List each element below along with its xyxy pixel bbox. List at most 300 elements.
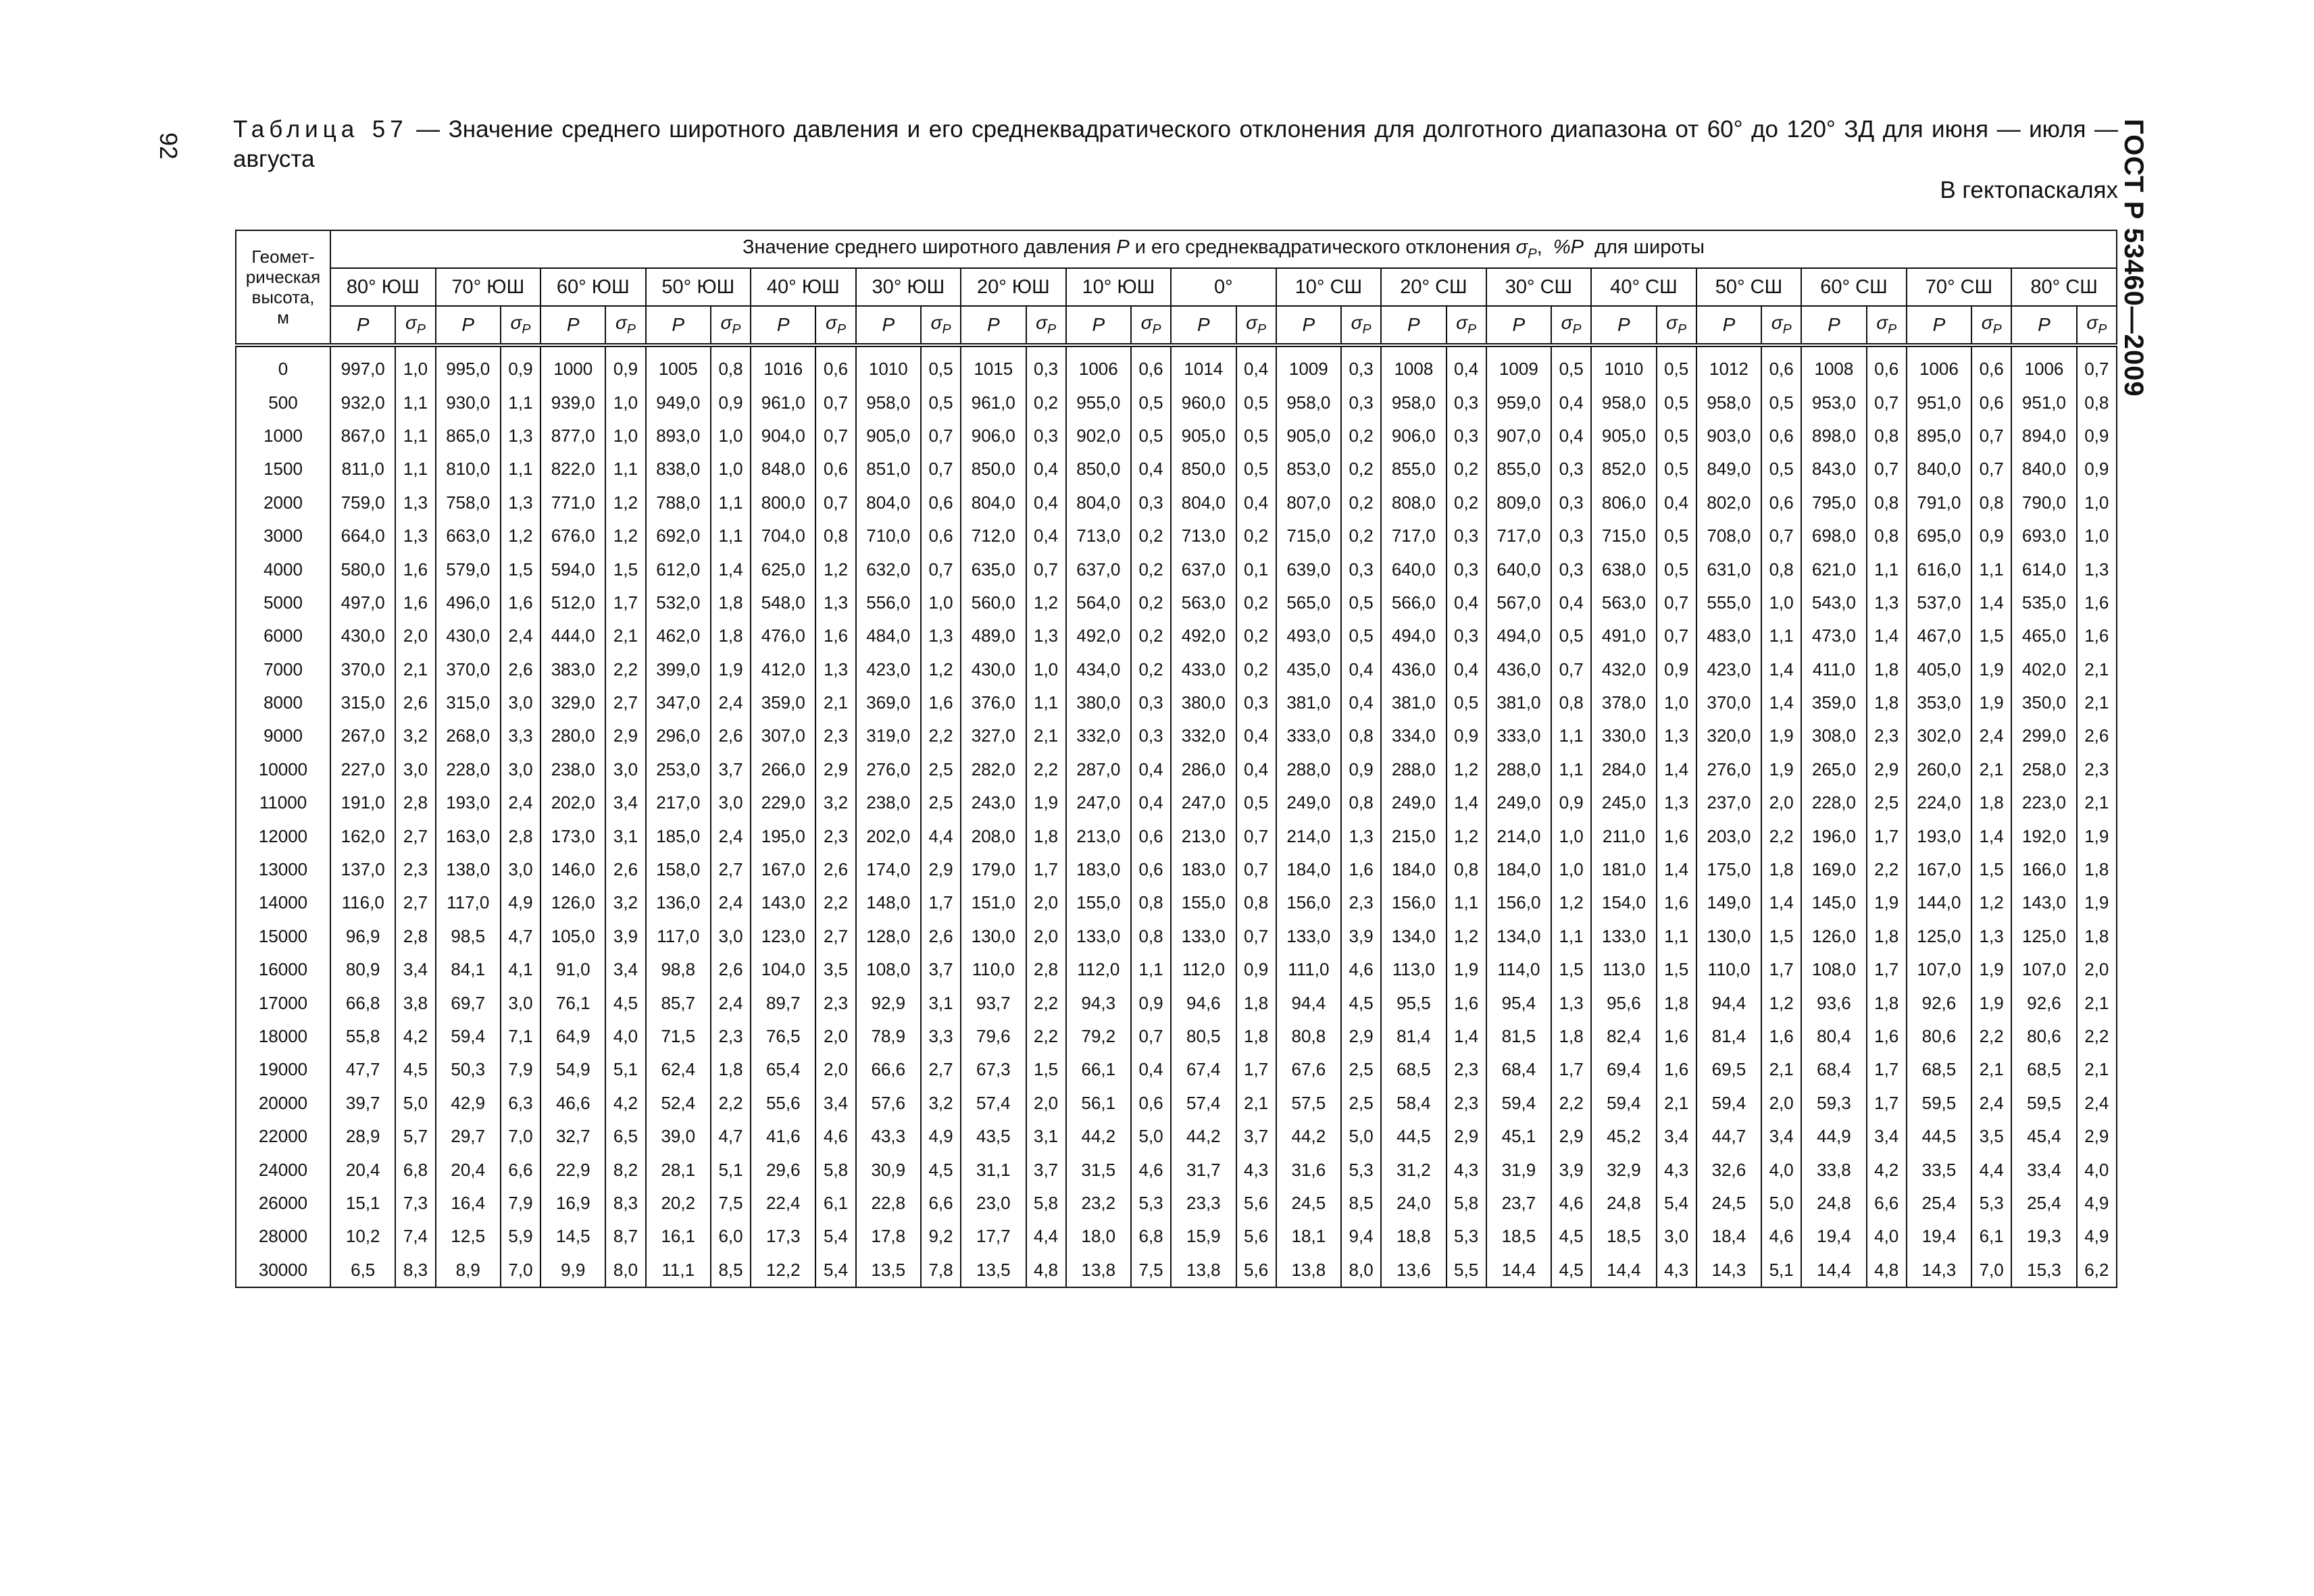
pressure-cell: 169,0 [1801, 853, 1866, 886]
pressure-cell: 692,0 [646, 519, 711, 552]
pressure-cell: 68,5 [1907, 1053, 1971, 1086]
pressure-cell: 14,3 [1907, 1254, 1971, 1287]
sigma-cell: 4,9 [2077, 1187, 2117, 1220]
pressure-cell: 512,0 [540, 586, 605, 619]
pressure-cell: 637,0 [1171, 552, 1236, 586]
sigma-cell: 1,9 [2077, 886, 2117, 919]
sigma-subheader: $\sigma_P$ [395, 306, 435, 345]
altitude-cell: 17000 [236, 986, 330, 1019]
sigma-cell: 1,8 [1867, 986, 1907, 1019]
sigma-cell: 0,8 [815, 519, 855, 552]
pressure-cell: 423,0 [1696, 653, 1761, 686]
sigma-cell: 1,8 [711, 1053, 751, 1086]
pressure-cell: 18,0 [1066, 1220, 1131, 1253]
pressure-cell: 253,0 [646, 753, 711, 786]
pressure-cell: 710,0 [856, 519, 921, 552]
sigma-cell: 4,4 [1971, 1153, 2011, 1186]
pressure-cell: 850,0 [1066, 453, 1131, 486]
pressure-cell: 116,0 [330, 886, 395, 919]
sigma-cell: 2,1 [605, 619, 645, 652]
sigma-cell: 2,1 [2077, 1053, 2117, 1086]
pressure-cell: 18,5 [1591, 1220, 1656, 1253]
sigma-cell: 0,5 [1236, 453, 1276, 486]
pressure-cell: 276,0 [1696, 753, 1761, 786]
sigma-cell: 4,0 [1761, 1153, 1801, 1186]
sigma-cell: 0,9 [1131, 986, 1171, 1019]
pressure-cell: 52,4 [646, 1087, 711, 1120]
pressure-cell: 904,0 [751, 419, 815, 453]
sigma-cell: 1,5 [1657, 953, 1696, 986]
pressure-cell: 693,0 [2011, 519, 2076, 552]
sigma-cell: 0,7 [1236, 853, 1276, 886]
pressure-cell: 24,5 [1276, 1187, 1341, 1220]
pressure-cell: 288,0 [1381, 753, 1446, 786]
sigma-cell: 0,5 [1657, 519, 1696, 552]
pressure-cell: 380,0 [1066, 686, 1131, 719]
pressure-cell: 94,3 [1066, 986, 1131, 1019]
pressure-cell: 192,0 [2011, 819, 2076, 852]
sigma-cell: 3,7 [1236, 1120, 1276, 1153]
sigma-cell: 0,3 [1447, 419, 1486, 453]
pressure-cell: 15,9 [1171, 1220, 1236, 1253]
pressure-cell: 1000 [540, 345, 605, 386]
sigma-cell: 5,8 [815, 1153, 855, 1186]
pressure-cell: 156,0 [1486, 886, 1551, 919]
pressure-cell: 44,5 [1381, 1120, 1446, 1153]
sigma-cell: 1,2 [1447, 753, 1486, 786]
pressure-cell: 105,0 [540, 920, 605, 953]
sigma-cell: 4,5 [921, 1153, 961, 1186]
sigma-subheader: $\sigma_P$ [1131, 306, 1171, 345]
sigma-cell: 1,0 [1026, 653, 1066, 686]
sigma-cell: 0,4 [1447, 345, 1486, 386]
sigma-cell: 2,0 [1761, 786, 1801, 819]
pressure-cell: 25,4 [1907, 1187, 1971, 1220]
sigma-cell: 0,4 [1341, 653, 1381, 686]
latitude-header: 80° ЮШ [330, 268, 436, 306]
pressure-cell: 67,4 [1171, 1053, 1236, 1086]
sigma-cell: 1,7 [1867, 953, 1907, 986]
sigma-cell: 1,2 [1761, 986, 1801, 1019]
sigma-cell: 1,8 [2077, 920, 2117, 953]
sigma-cell: 0,2 [1131, 619, 1171, 652]
pressure-cell: 130,0 [961, 920, 1026, 953]
pressure-cell: 849,0 [1696, 453, 1761, 486]
pressure-cell: 258,0 [2011, 753, 2076, 786]
pressure-cell: 78,9 [856, 1020, 921, 1053]
sigma-subheader: $\sigma_P$ [2077, 306, 2117, 345]
sigma-cell: 0,5 [1131, 386, 1171, 419]
pressure-cell: 315,0 [330, 686, 395, 719]
sigma-cell: 7,8 [921, 1254, 961, 1287]
sigma-cell: 2,3 [2077, 753, 2117, 786]
pressure-cell: 148,0 [856, 886, 921, 919]
pressure-cell: 333,0 [1276, 719, 1341, 752]
sigma-cell: 3,3 [501, 719, 540, 752]
sigma-cell: 3,2 [815, 786, 855, 819]
table-row [236, 1087, 2117, 1120]
pressure-cell: 13,8 [1171, 1254, 1236, 1287]
sigma-cell: 2,4 [711, 886, 751, 919]
sigma-cell: 3,5 [1971, 1120, 2011, 1153]
pressure-cell: 183,0 [1066, 853, 1131, 886]
sigma-subheader: $\sigma_P$ [501, 306, 540, 345]
pressure-cell: 399,0 [646, 653, 711, 686]
sigma-cell: 2,4 [501, 619, 540, 652]
pressure-cell: 467,0 [1907, 619, 1971, 652]
sigma-cell: 4,6 [1551, 1187, 1591, 1220]
sigma-cell: 0,9 [501, 345, 540, 386]
pressure-cell: 22,4 [751, 1187, 815, 1220]
sigma-cell: 0,6 [1971, 386, 2011, 419]
pressure-cell: 712,0 [961, 519, 1026, 552]
table-row [236, 653, 2117, 686]
sigma-cell: 3,7 [921, 953, 961, 986]
pressure-cell: 959,0 [1486, 386, 1551, 419]
sigma-cell: 2,9 [815, 753, 855, 786]
sigma-cell: 1,9 [711, 653, 751, 686]
sigma-cell: 2,6 [815, 853, 855, 886]
sigma-cell: 8,3 [605, 1187, 645, 1220]
pressure-cell: 949,0 [646, 386, 711, 419]
sigma-cell: 0,7 [1761, 519, 1801, 552]
pressure-cell: 663,0 [436, 519, 501, 552]
pressure-cell: 69,4 [1591, 1053, 1656, 1086]
sigma-cell: 0,7 [1551, 653, 1591, 686]
sigma-cell: 0,2 [1341, 453, 1381, 486]
pressure-cell: 565,0 [1276, 586, 1341, 619]
pressure-cell: 320,0 [1696, 719, 1761, 752]
table-row [236, 1187, 2117, 1220]
pressure-cell: 332,0 [1066, 719, 1131, 752]
sigma-cell: 6,6 [501, 1153, 540, 1186]
pressure-cell: 855,0 [1381, 453, 1446, 486]
sigma-cell: 5,4 [815, 1254, 855, 1287]
sigma-cell: 1,6 [1657, 1053, 1696, 1086]
sigma-cell: 0,3 [1026, 419, 1066, 453]
sigma-cell: 4,0 [605, 1020, 645, 1053]
sigma-cell: 3,7 [1026, 1153, 1066, 1186]
sigma-cell: 1,1 [395, 386, 435, 419]
altitude-cell: 26000 [236, 1187, 330, 1220]
pressure-cell: 14,5 [540, 1220, 605, 1253]
sigma-cell: 0,8 [1236, 886, 1276, 919]
pressure-cell: 41,6 [751, 1120, 815, 1153]
pressure-cell: 81,4 [1696, 1020, 1761, 1053]
sigma-cell: 1,8 [1657, 986, 1696, 1019]
pressure-cell: 108,0 [1801, 953, 1866, 986]
pressure-cell: 1015 [961, 345, 1026, 386]
pressure-subheader: P [1486, 306, 1551, 345]
sigma-cell: 3,4 [1761, 1120, 1801, 1153]
pressure-cell: 715,0 [1591, 519, 1656, 552]
sigma-cell: 2,3 [815, 986, 855, 1019]
sigma-cell: 1,4 [1657, 753, 1696, 786]
pressure-cell: 175,0 [1696, 853, 1761, 886]
sigma-cell: 6,6 [1867, 1187, 1907, 1220]
pressure-cell: 50,3 [436, 1053, 501, 1086]
sigma-cell: 6,5 [605, 1120, 645, 1153]
table-row [236, 486, 2117, 519]
pressure-cell: 632,0 [856, 552, 921, 586]
pressure-cell: 267,0 [330, 719, 395, 752]
pressure-cell: 247,0 [1066, 786, 1131, 819]
sigma-cell: 1,5 [1971, 853, 2011, 886]
pressure-cell: 17,7 [961, 1220, 1026, 1253]
pressure-cell: 20,4 [330, 1153, 395, 1186]
table-row [236, 519, 2117, 552]
sigma-cell: 3,0 [395, 753, 435, 786]
sigma-cell: 0,7 [1236, 920, 1276, 953]
pressure-cell: 57,4 [961, 1087, 1026, 1120]
sigma-cell: 6,0 [711, 1220, 751, 1253]
sigma-cell: 0,2 [1447, 453, 1486, 486]
sigma-cell: 7,9 [501, 1187, 540, 1220]
sigma-cell: 1,0 [2077, 519, 2117, 552]
sigma-cell: 2,4 [2077, 1087, 2117, 1120]
sigma-cell: 1,0 [1657, 686, 1696, 719]
sigma-cell: 0,3 [1551, 552, 1591, 586]
pressure-cell: 543,0 [1801, 586, 1866, 619]
latitude-header: 20° СШ [1381, 268, 1486, 306]
altitude-cell: 19000 [236, 1053, 330, 1086]
pressure-cell: 59,5 [1907, 1087, 1971, 1120]
pressure-cell: 44,2 [1066, 1120, 1131, 1153]
pressure-cell: 117,0 [646, 920, 711, 953]
table-caption [233, 115, 2118, 174]
sigma-cell: 0,7 [1867, 386, 1907, 419]
pressure-cell: 1016 [751, 345, 815, 386]
table-row [236, 786, 2117, 819]
pressure-cell: 227,0 [330, 753, 395, 786]
sigma-cell: 0,8 [1971, 486, 2011, 519]
sigma-cell: 2,2 [1026, 986, 1066, 1019]
pressure-cell: 958,0 [1591, 386, 1656, 419]
pressure-cell: 430,0 [961, 653, 1026, 686]
sigma-cell: 8,5 [711, 1254, 751, 1287]
sigma-cell: 1,1 [501, 386, 540, 419]
sigma-cell: 1,0 [711, 419, 751, 453]
sigma-cell: 0,6 [1867, 345, 1907, 386]
sigma-cell: 6,6 [921, 1187, 961, 1220]
sigma-cell: 0,3 [1341, 345, 1381, 386]
sigma-cell: 3,9 [1341, 920, 1381, 953]
sigma-cell: 2,3 [1341, 886, 1381, 919]
sigma-cell: 1,3 [501, 486, 540, 519]
pressure-cell: 905,0 [1591, 419, 1656, 453]
sigma-cell: 3,0 [711, 786, 751, 819]
sigma-cell: 4,5 [1341, 986, 1381, 1019]
pressure-cell: 430,0 [436, 619, 501, 652]
sigma-cell: 1,3 [1657, 786, 1696, 819]
pressure-cell: 19,4 [1907, 1220, 1971, 1253]
pressure-cell: 484,0 [856, 619, 921, 652]
sigma-cell: 0,9 [1236, 953, 1276, 986]
pressure-subheader: P [1066, 306, 1131, 345]
sigma-cell: 5,0 [1761, 1187, 1801, 1220]
pressure-subheader: P [2011, 306, 2076, 345]
sigma-cell: 0,5 [1236, 786, 1276, 819]
pressure-cell: 59,5 [2011, 1087, 2076, 1120]
sigma-cell: 1,4 [1867, 619, 1907, 652]
pressure-cell: 247,0 [1171, 786, 1236, 819]
pressure-cell: 10,2 [330, 1220, 395, 1253]
pressure-cell: 126,0 [540, 886, 605, 919]
sigma-cell: 8,2 [605, 1153, 645, 1186]
sigma-cell: 2,4 [711, 819, 751, 852]
pressure-cell: 44,9 [1801, 1120, 1866, 1153]
sigma-cell: 2,8 [1026, 953, 1066, 986]
pressure-cell: 166,0 [2011, 853, 2076, 886]
pressure-cell: 96,9 [330, 920, 395, 953]
sigma-cell: 2,0 [1026, 920, 1066, 953]
table-caption-lead: Таблица 57 [233, 116, 408, 143]
sigma-cell: 1,9 [1026, 786, 1066, 819]
table-row [236, 686, 2117, 719]
pressure-cell: 308,0 [1801, 719, 1866, 752]
table-row [236, 953, 2117, 986]
pressure-cell: 238,0 [540, 753, 605, 786]
pressure-cell: 15,1 [330, 1187, 395, 1220]
pressure-cell: 492,0 [1171, 619, 1236, 652]
units-note: В гектопаскалях [1940, 177, 2118, 203]
sigma-cell: 1,1 [1867, 552, 1907, 586]
sigma-cell: 1,0 [1761, 586, 1801, 619]
sigma-cell: 1,6 [501, 586, 540, 619]
pressure-cell: 402,0 [2011, 653, 2076, 686]
pressure-cell: 1014 [1171, 345, 1236, 386]
sigma-cell: 1,9 [1761, 753, 1801, 786]
sigma-cell: 4,4 [1026, 1220, 1066, 1253]
pressure-cell: 217,0 [646, 786, 711, 819]
pressure-cell: 713,0 [1066, 519, 1131, 552]
sigma-cell: 3,9 [1551, 1153, 1591, 1186]
pressure-cell: 93,7 [961, 986, 1026, 1019]
pressure-cell: 810,0 [436, 453, 501, 486]
pressure-cell: 213,0 [1066, 819, 1131, 852]
sigma-cell: 2,6 [711, 953, 751, 986]
sigma-cell: 2,5 [1867, 786, 1907, 819]
sigma-cell: 2,7 [815, 920, 855, 953]
pressure-cell: 13,5 [856, 1254, 921, 1287]
pressure-cell: 560,0 [961, 586, 1026, 619]
pressure-cell: 59,4 [436, 1020, 501, 1053]
pressure-cell: 69,7 [436, 986, 501, 1019]
pressure-cell: 130,0 [1696, 920, 1761, 953]
sigma-cell: 0,6 [815, 345, 855, 386]
altitude-cell: 1500 [236, 453, 330, 486]
sigma-cell: 4,6 [815, 1120, 855, 1153]
pressure-cell: 713,0 [1171, 519, 1236, 552]
sigma-cell: 2,4 [711, 986, 751, 1019]
sigma-subheader: $\sigma_P$ [1551, 306, 1591, 345]
altitude-cell: 28000 [236, 1220, 330, 1253]
sigma-cell: 0,5 [1551, 345, 1591, 386]
sigma-cell: 0,5 [1341, 619, 1381, 652]
pressure-cell: 639,0 [1276, 552, 1341, 586]
pressure-cell: 537,0 [1907, 586, 1971, 619]
sigma-subheader: $\sigma_P$ [1236, 306, 1276, 345]
sigma-cell: 2,7 [605, 686, 645, 719]
sigma-cell: 0,5 [1657, 552, 1696, 586]
pressure-cell: 57,4 [1171, 1087, 1236, 1120]
sigma-cell: 0,4 [1447, 586, 1486, 619]
sigma-cell: 3,8 [395, 986, 435, 1019]
sigma-cell: 0,8 [2077, 386, 2117, 419]
sigma-subheader: $\sigma_P$ [1341, 306, 1381, 345]
pressure-cell: 28,9 [330, 1120, 395, 1153]
sigma-cell: 0,4 [1131, 753, 1171, 786]
pressure-cell: 380,0 [1171, 686, 1236, 719]
pressure-cell: 29,6 [751, 1153, 815, 1186]
pressure-cell: 851,0 [856, 453, 921, 486]
sigma-cell: 0,3 [1447, 386, 1486, 419]
pressure-cell: 319,0 [856, 719, 921, 752]
pressure-cell: 167,0 [1907, 853, 1971, 886]
pressure-cell: 905,0 [1276, 419, 1341, 453]
pressure-cell: 378,0 [1591, 686, 1656, 719]
sigma-cell: 1,3 [1551, 986, 1591, 1019]
sigma-subheader: $\sigma_P$ [1867, 306, 1907, 345]
sigma-cell: 1,2 [921, 653, 961, 686]
sigma-cell: 3,4 [815, 1087, 855, 1120]
pressure-cell: 67,6 [1276, 1053, 1341, 1086]
sigma-cell: 3,7 [711, 753, 751, 786]
pressure-cell: 296,0 [646, 719, 711, 752]
sigma-cell: 0,8 [1867, 486, 1907, 519]
sigma-cell: 0,6 [1131, 1087, 1171, 1120]
pressure-cell: 33,8 [1801, 1153, 1866, 1186]
pressure-cell: 865,0 [436, 419, 501, 453]
pressure-cell: 94,4 [1696, 986, 1761, 1019]
pressure-cell: 995,0 [436, 345, 501, 386]
sigma-cell: 0,4 [1026, 453, 1066, 486]
pressure-subheader: P [646, 306, 711, 345]
pressure-cell: 98,5 [436, 920, 501, 953]
table-row [236, 619, 2117, 652]
sigma-cell: 2,0 [1761, 1087, 1801, 1120]
sigma-cell: 2,1 [815, 686, 855, 719]
pressure-cell: 113,0 [1381, 953, 1446, 986]
sigma-cell: 5,4 [1657, 1187, 1696, 1220]
pressure-cell: 89,7 [751, 986, 815, 1019]
pressure-cell: 202,0 [856, 819, 921, 852]
latitude-header: 30° СШ [1486, 268, 1592, 306]
sigma-cell: 4,7 [501, 920, 540, 953]
sigma-cell: 2,3 [1867, 719, 1907, 752]
page-number: 92 [155, 132, 182, 160]
sigma-cell: 0,9 [2077, 419, 2117, 453]
table-row [236, 1120, 2117, 1153]
pressure-cell: 893,0 [646, 419, 711, 453]
pressure-cell: 676,0 [540, 519, 605, 552]
sigma-cell: 2,2 [1867, 853, 1907, 886]
sigma-cell: 4,9 [2077, 1220, 2117, 1253]
sigma-cell: 1,4 [1657, 853, 1696, 886]
sigma-cell: 1,4 [1761, 886, 1801, 919]
pressure-cell: 174,0 [856, 853, 921, 886]
pressure-cell: 133,0 [1276, 920, 1341, 953]
sigma-cell: 4,5 [395, 1053, 435, 1086]
sigma-cell: 3,0 [1657, 1220, 1696, 1253]
pressure-cell: 260,0 [1907, 753, 1971, 786]
sigma-cell: 2,1 [1971, 1053, 2011, 1086]
pressure-cell: 804,0 [1066, 486, 1131, 519]
sigma-cell: 4,6 [1341, 953, 1381, 986]
pressure-cell: 494,0 [1486, 619, 1551, 652]
altitude-cell: 4000 [236, 552, 330, 586]
pressure-cell: 1009 [1486, 345, 1551, 386]
